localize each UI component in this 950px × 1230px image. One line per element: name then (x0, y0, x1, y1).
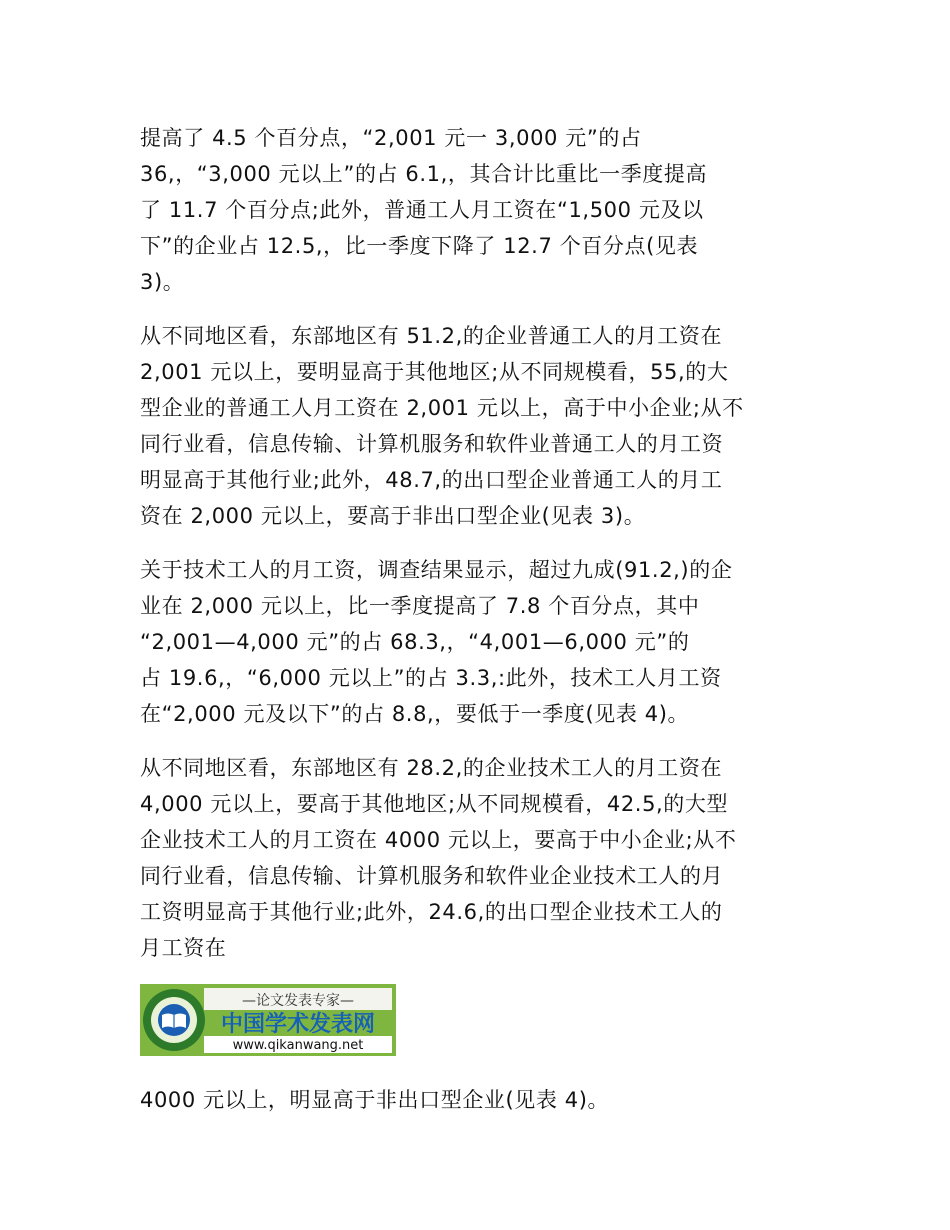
text-line: 了 11.7 个百分点;此外，普通工人月工资在“1,500 元及以 (140, 198, 704, 222)
text-line: 3)。 (140, 270, 185, 294)
paragraph-2 (140, 318, 820, 534)
open-book-seal-icon (143, 989, 205, 1051)
text-line: 4000 元以上，明显高于非出口型企业(见表 4)。 (140, 1088, 610, 1112)
banner-slogan: —论文发表专家— (242, 993, 354, 1009)
text-line: 月工资在 (140, 936, 227, 960)
banner-brand: 中国学术发表网 (220, 1012, 376, 1037)
text-line: 占 19.6,，“6,000 元以上”的占 3.3,:此外，技术工人月工资 (140, 666, 722, 690)
text-line: 同行业看，信息传输、计算机服务和软件业普通工人的月工资 (140, 432, 724, 456)
site-banner-image (140, 984, 396, 1056)
book-left-page (162, 1014, 174, 1029)
text-line: 下”的企业占 12.5,，比一季度下降了 12.7 个百分点(见表 (140, 234, 699, 258)
text-line: 资在 2,000 元以上，要高于非出口型企业(见表 3)。 (140, 504, 646, 528)
text-line: 明显高于其他行业;此外，48.7,的出口型企业普通工人的月工 (140, 468, 723, 492)
text-line: “2,001—4,000 元”的占 68.3,，“4,001—6,000 元”的 (140, 630, 690, 654)
paragraph-3 (140, 552, 820, 732)
text-line: 型企业的普通工人月工资在 2,001 元以上，高于中小企业;从不 (140, 396, 744, 420)
text-line: 2,001 元以上，要明显高于其他地区;从不同规模看，55,的大 (140, 360, 729, 384)
paragraph-1 (140, 120, 820, 300)
text-line: 4,000 元以上，要高于其他地区;从不同规模看，42.5,的大型 (140, 792, 729, 816)
text-line: 36,，“3,000 元以上”的占 6.1,，其合计比重比一季度提高 (140, 162, 708, 186)
paragraph-4 (140, 750, 820, 966)
text-line: 业在 2,000 元以上，比一季度提高了 7.8 个百分点，其中 (140, 594, 700, 618)
book-right-page (174, 1014, 186, 1029)
text-line: 企业技术工人的月工资在 4000 元以上，要高于中小企业;从不 (140, 828, 737, 852)
text-line: 同行业看，信息传输、计算机服务和软件业企业技术工人的月 (140, 864, 724, 888)
text-line: 关于技术工人的月工资，调查结果显示，超过九成(91.2,)的企 (140, 558, 733, 582)
document-page (140, 120, 820, 1136)
text-line: 从不同地区看，东部地区有 28.2,的企业技术工人的月工资在 (140, 756, 723, 780)
text-line: 从不同地区看，东部地区有 51.2,的企业普通工人的月工资在 (140, 324, 723, 348)
closing-paragraph (140, 1082, 820, 1118)
text-line: 在“2,000 元及以下”的占 8.8,，要低于一季度(见表 4)。 (140, 702, 690, 726)
text-line: 提高了 4.5 个百分点，“2,001 元一 3,000 元”的占 (140, 126, 642, 150)
banner-url: www.qikanwang.net (232, 1038, 364, 1053)
text-line: 工资明显高于其他行业;此外，24.6,的出口型企业技术工人的 (140, 900, 723, 924)
